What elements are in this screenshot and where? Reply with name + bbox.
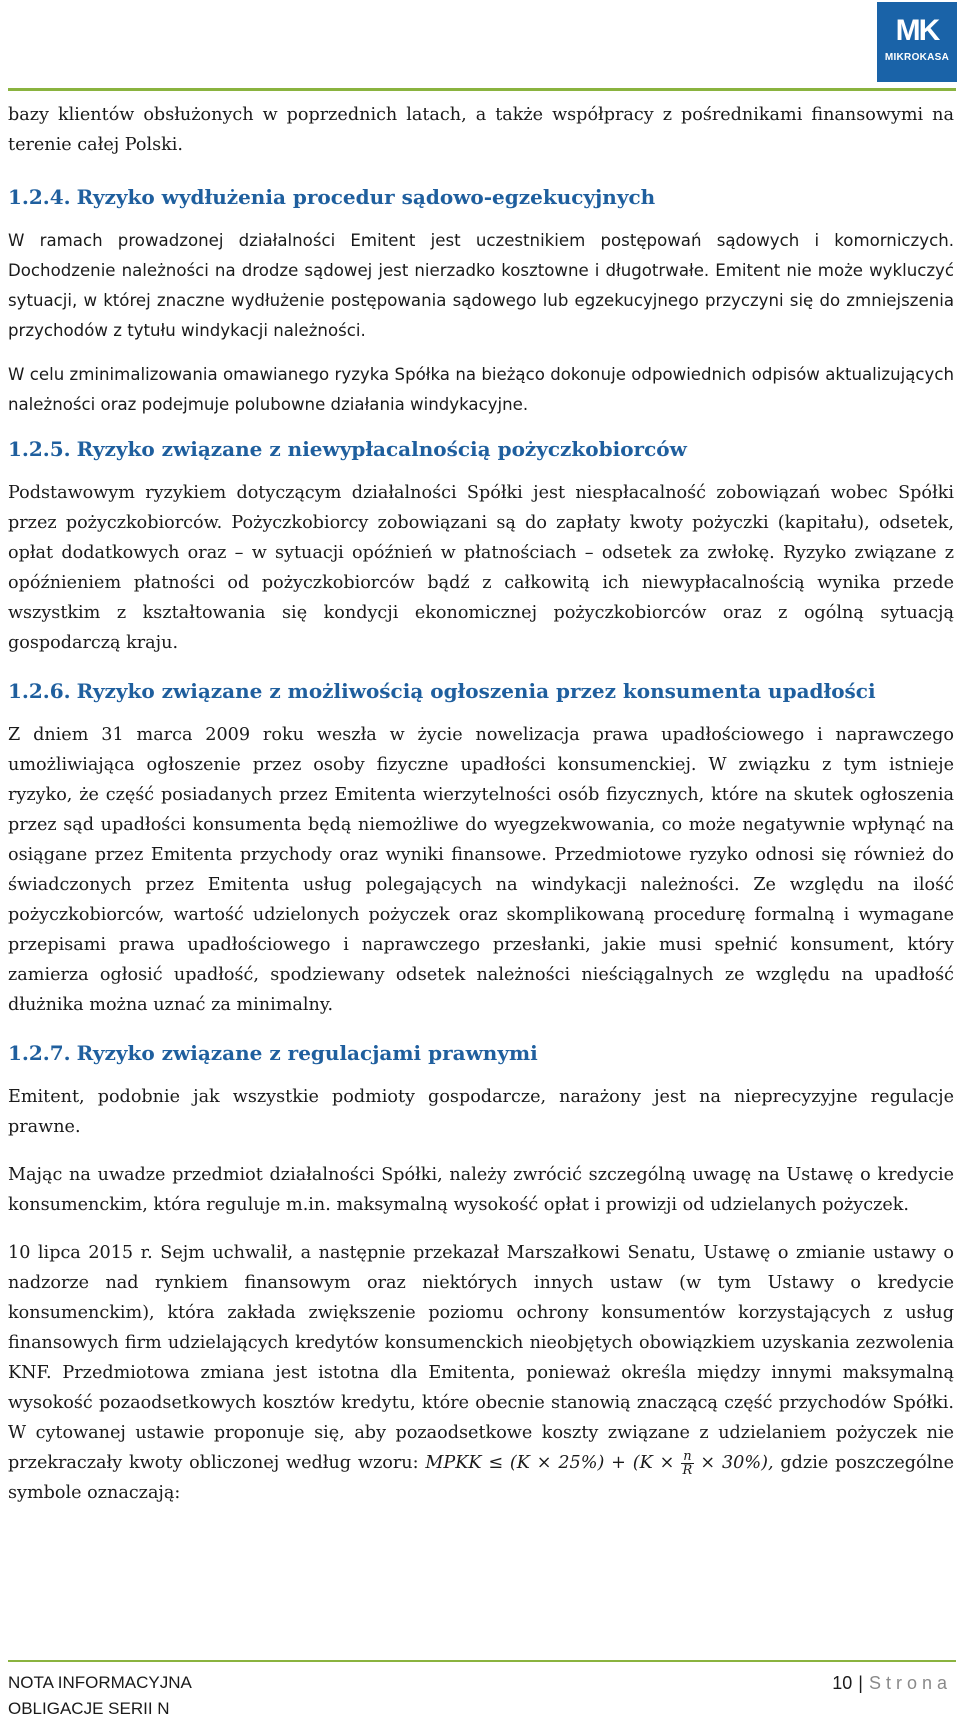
section-1-2-4-paragraph-2: W celu zminimalizowania omawianego ryzyka Spółka na bieżąco dokonuje odpowiednich odpisów aktualizujących należności oraz podejmuje polubowne działania windykacyjne. xyxy=(8,365,954,414)
document-body xyxy=(8,100,954,1508)
mpkk-formula: MPKK ≤ (K × 25%) + (K × $\frac{n}{R}$ × 30%), xyxy=(425,1448,774,1478)
formula-lead: wzoru: xyxy=(357,1453,419,1473)
section-1-2-4-paragraph-1: W ramach prowadzonej działalności Emitent jest uczestnikiem postępowań sądowych i komorniczych. Dochodzenie należności na drodze sądowej jest nierzadko kosztowne i długotrwałe. Emitent nie może wykluczyć sytuacji, w której znaczne wydłużenie postępowania sądowego lub egzekucyjnego przyczyni się do zmniejszenia przychodów z tytułu windykacji należności. xyxy=(8,231,954,340)
logo-mark: MK xyxy=(895,14,939,47)
section-1-2-6-paragraph-1: Z dniem 31 marca 2009 roku weszła w życie nowelizacja prawa upadłościowego i naprawczego umożliwiająca ogłoszenie przez osoby fizyczne upadłości konsumenckiej. W związku z tym istnieje ryzyko, że część posiadanych przez Emitenta wierzytelności osób fizycznych, które na skutek ogłoszenia przez sąd upadłości konsumenta będą niemożliwe do wyegzekwowania, co może negatywnie wpłynąć na osiągane przez Emitenta przychody oraz wyniki finansowe. Przedmiotowe ryzyko odnosi się również do świadczonych przez Emitenta usług polegających na windykacji należności. Ze względu na ilość pożyczkobiorców, wartość udzielonych pożyczek oraz skomplikowaną procedurę formalną i wymagane przepisami prawa upadłościowego i naprawczego przesłanki, jakie musi spełnić konsument, który zamierza ogłosić upadłość, spodziewany odsetek należności nieściągalnych ze względu na upadłość dłużnika można uznać za minimalny. xyxy=(8,725,954,1015)
section-heading-1-2-6: 1.2.6. Ryzyko związane z możliwością ogłoszenia przez konsumenta upadłości xyxy=(8,679,876,703)
footer-document-title xyxy=(8,1670,192,1722)
page-number-value: 10 xyxy=(832,1673,853,1693)
section-heading-1-2-4: 1.2.4. Ryzyko wydłużenia procedur sądowo-egzekucyjnych xyxy=(8,185,656,209)
page-number-separator: | xyxy=(858,1673,863,1693)
footer-divider xyxy=(8,1660,956,1662)
logo-name: MIKROKASA xyxy=(884,52,950,63)
page-number xyxy=(832,1670,952,1696)
section-1-2-7-paragraph-1: Emitent, podobnie jak wszystkie podmioty gospodarcze, narażony jest na nieprecyzyjne regulacje prawne. xyxy=(8,1087,954,1137)
section-1-2-7-paragraph-2: Mając na uwadze przedmiot działalności Spółki, należy zwrócić szczególną uwagę na Ustawę o kredycie konsumenckim, która reguluje m.in. maksymalną wysokość opłat i prowizji od udzielanych pożyczek. xyxy=(8,1165,954,1215)
section-1-2-5-paragraph-1: Podstawowym ryzykiem dotyczącym działalności Spółki jest niespłacalność zobowiązań wobec Spółki przez pożyczkobiorców. Pożyczkobiorcy zobowiązani są do zapłaty kwoty pożyczki (kapitału), odsetek, opłat dodatkowych oraz – w sytuacji opóźnień w płatnościach – odsetek za zwłokę. Ryzyko związane z opóźnieniem płatności od pożyczkobiorców bądź z całkowitą ich niewypłacalnością wynika przede wszystkim z kształtowania się kondycji ekonomicznej pożyczkobiorców oraz z ogólną sytuacją gospodarczą kraju. xyxy=(8,483,954,653)
company-logo xyxy=(877,2,957,82)
footer-line-1: NOTA INFORMACYJNA xyxy=(8,1673,192,1692)
page-label: Strona xyxy=(868,1673,952,1693)
formula-fraction: $\frac{n}{R}$ xyxy=(682,1448,693,1478)
section-1-2-7-paragraph-3: 10 lipca 2015 r. Sejm uchwalił, a następnie przekazał Marszałkowi Senatu, Ustawę o zmianie ustawy o nadzorze nad rynkiem finansowym oraz niektórych innych ustaw (w tym Ustawy o kredycie konsumenckim), która zakłada zwiększenie poziomu ochrony konsumentów korzystających z usług finansowych firm udzielających kredytów konsumenckich nieobjętych obowiązkiem uzyskania zezwolenia KNF. Przedmiotowa zmiana jest istotna dla Emitenta, ponieważ określa między innymi maksymalną wysokość pozaodsetkowych kosztów kredytu, które obecnie stanowią znaczącą część przychodów Spółki. W cytowanej ustawie proponuje się, aby pozaodsetkowe koszty związane z udzielaniem pożyczek nie przekraczały kwoty obliczonej według wzoru: MPKK ≤ (K × 25%) + (K × $\frac{n}{R}$ × 30%), gdzie poszczególne symbole oznaczają: xyxy=(8,1243,954,1503)
header-divider xyxy=(8,88,956,91)
page-header xyxy=(0,0,960,92)
section-heading-1-2-5: 1.2.5. Ryzyko związane z niewypłacalnością pożyczkobiorców xyxy=(8,437,687,461)
intro-paragraph: bazy klientów obsłużonych w poprzednich latach, a także współpracy z pośrednikami finansowymi na terenie całej Polski. xyxy=(8,105,954,155)
footer-line-2: OBLIGACJE SERII N xyxy=(8,1699,170,1718)
formula-tail: gdzie poszczególne symbole oznaczają: xyxy=(8,1453,954,1503)
section-heading-1-2-7: 1.2.7. Ryzyko związane z regulacjami prawnymi xyxy=(8,1041,538,1065)
